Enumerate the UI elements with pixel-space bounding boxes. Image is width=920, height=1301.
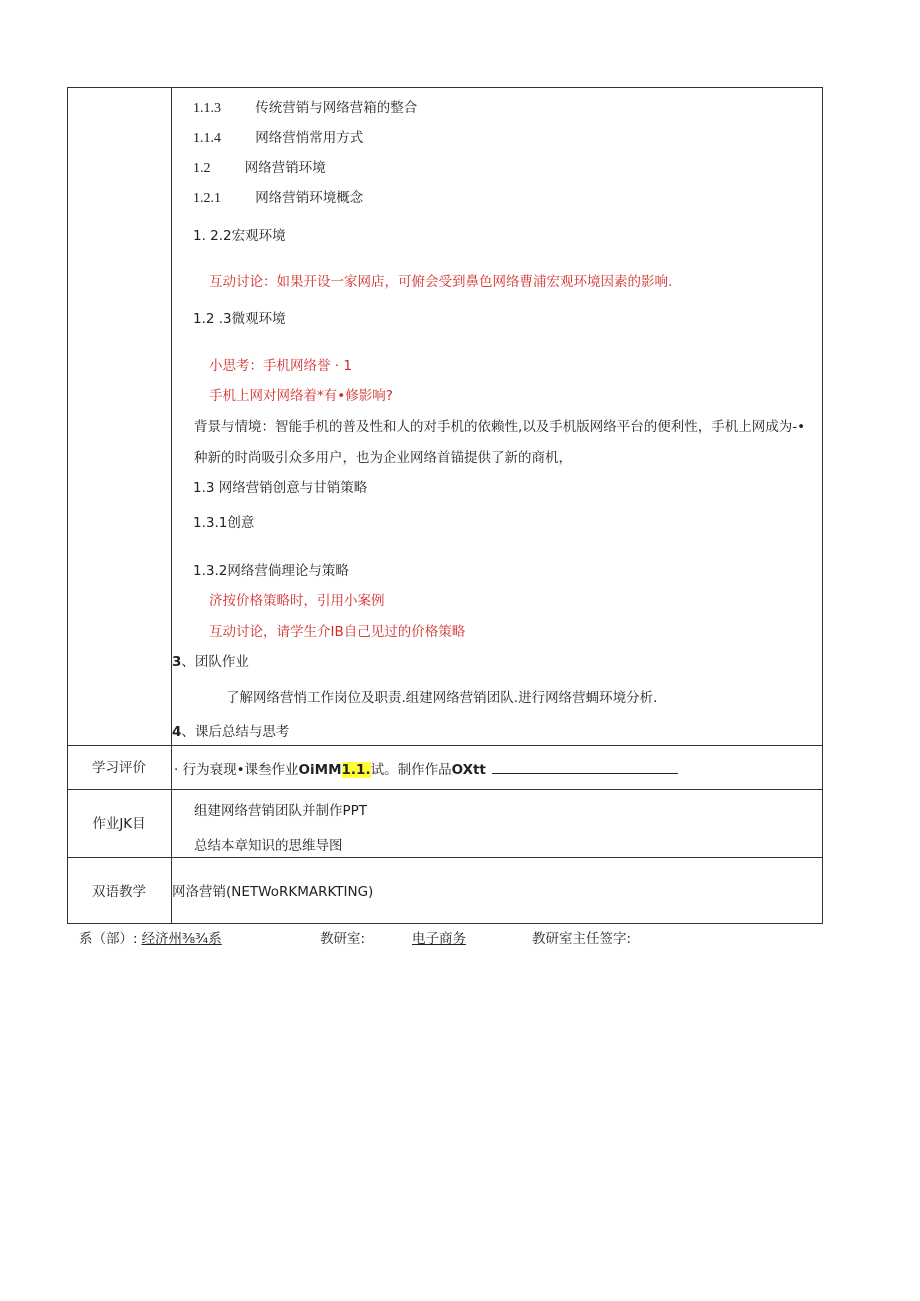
row-divider-evaluation <box>67 745 823 746</box>
homework-item-2: 总结本章知识的思维导图 <box>194 838 343 854</box>
column-divider <box>171 87 172 924</box>
outline-item-1-2-1: 1.2.1 网络营销环境概念 <box>193 190 364 206</box>
outline-item-1-3: 1.3 网络营销创意与甘销策略 <box>193 480 368 496</box>
outline-item-1-3-2: 1.3.2网络营倘理论与策略 <box>193 563 349 579</box>
evaluation-blank-line <box>492 759 678 774</box>
small-thinking-title: 小思考：手机网络誉 · 1 <box>209 358 352 374</box>
footer-office-label: 教研室: <box>320 931 366 947</box>
price-strategy-case: 济按价格策略时，引用小案例 <box>209 593 385 609</box>
evaluation-content: · 行为衰现•课叁作业OiMM1.1.试。制作作品OXtt <box>174 759 678 779</box>
bilingual-content: 网洛营销(NETWoRKMARKTING) <box>172 884 374 900</box>
homework-item-1: 组建网络营销团队并制作PPT <box>194 803 368 819</box>
homework-label: 作业JK目 <box>92 816 146 832</box>
outline-item-1-2-3: 1.2 .3微观环境 <box>193 311 286 327</box>
background-scenario-line-1: 背景与情境：智能手机的普及性和人的对手机的依赖性,以及手机版网络平台的便利性，手机上网成为-• <box>194 419 806 435</box>
row-divider-bilingual <box>67 857 823 858</box>
outline-item-1-2-2: 1. 2.2宏观环境 <box>193 228 286 244</box>
evaluation-label: 学习评价 <box>92 760 146 776</box>
small-thinking-question: 手机上网对网络着*有•修影响? <box>209 388 393 404</box>
outline-item-1-1-3: 1.1.3 传统营销与网络营箱的整合 <box>193 100 418 116</box>
row-divider-homework <box>67 789 823 790</box>
footer-dept: 系（部）: 经济州⅜¾系 <box>79 931 222 947</box>
outline-item-1-1-4: 1.1.4 网络营悄常用方式 <box>193 130 364 146</box>
team-assignment-heading: 3、团队作业 <box>172 654 249 670</box>
background-scenario-line-2: 种新的时尚吸引众多用户，也为企业网络首锚提供了新的商机， <box>194 450 572 466</box>
discussion-macro-environment: 互动讨论：如果开设一家网店，可俯会受到鼻色网络曹浦宏观环境因素的影响. <box>209 274 673 290</box>
footer-office-value: 电子商务 <box>412 931 466 947</box>
outline-item-1-2: 1.2 网络营销环境 <box>193 160 326 176</box>
table-frame <box>67 87 823 924</box>
summary-heading: 4、课后总结与思考 <box>172 724 290 740</box>
outline-item-1-3-1: 1.3.1创意 <box>193 515 255 531</box>
discussion-price-strategy: 互动讨论，请学生介IB自己见过的价格策略 <box>209 624 466 640</box>
bilingual-label: 双语教学 <box>92 884 146 900</box>
team-assignment-description: 了解网络营悄工作岗位及职责.组建网络营销团队.进行网络营蜩环境分析. <box>226 690 658 706</box>
footer-signature-label: 教研室主任签字: <box>532 931 632 947</box>
